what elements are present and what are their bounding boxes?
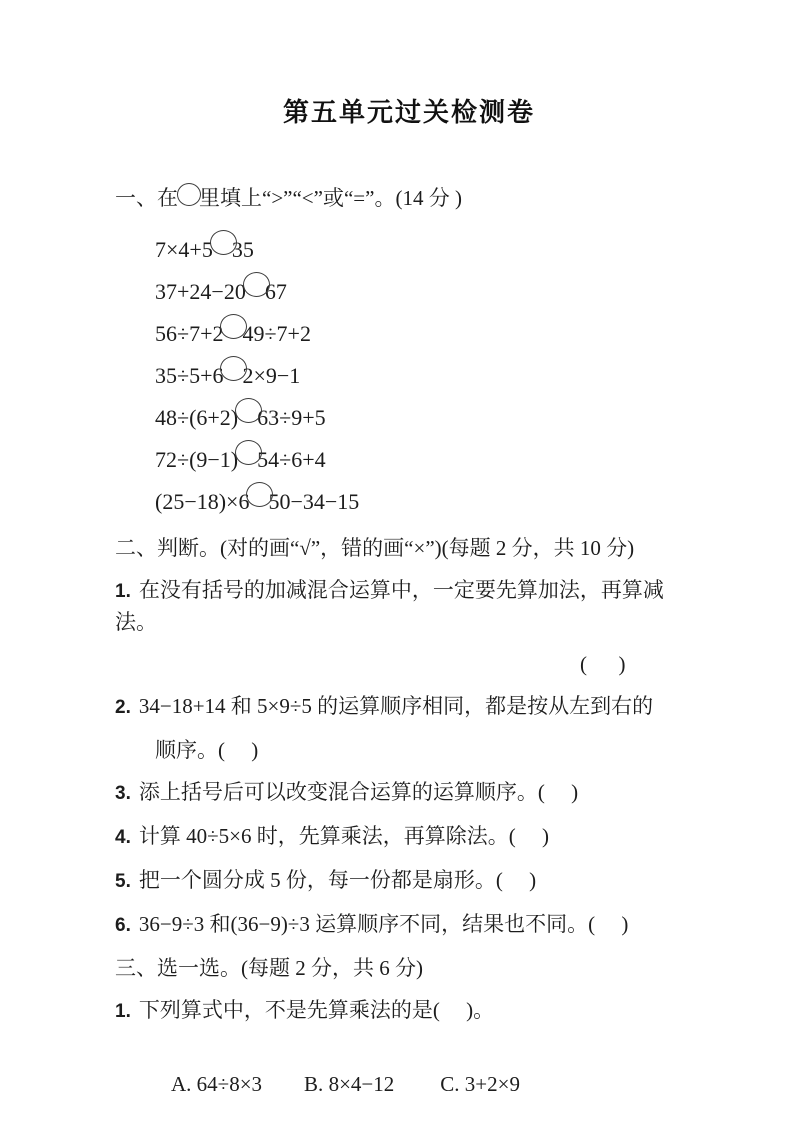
- section-three-heading: 三、选一选。(每题 2 分，共 6 分): [115, 956, 423, 980]
- comparison-row: [115, 313, 703, 355]
- choice-options-row: [115, 1039, 703, 1129]
- comparison-exercise-list: [115, 229, 703, 523]
- expression-left: 37+24−20: [155, 279, 246, 304]
- option-c: [440, 1069, 520, 1099]
- item-number: 1.: [115, 1001, 131, 1022]
- page-title: 第五单元过关检测卷: [282, 98, 535, 128]
- item-number: 3.: [115, 783, 131, 804]
- choice-question-1: [115, 995, 703, 1027]
- option-a: [171, 1069, 262, 1099]
- section-one-heading: [115, 183, 703, 213]
- option-label: B.: [304, 1072, 324, 1096]
- item-text: 把一个圆分成 5 份，每一份都是扇形。( ): [138, 868, 537, 892]
- answer-circle-icon: [177, 183, 201, 206]
- comparison-row: [115, 439, 703, 481]
- item-number: 5.: [115, 871, 131, 892]
- option-b: [304, 1069, 394, 1099]
- answer-brackets: ( ): [580, 652, 626, 676]
- comparison-row: [115, 355, 703, 397]
- comparison-row: [115, 481, 703, 523]
- item-number: 4.: [115, 827, 131, 848]
- expression-right: 67: [264, 279, 287, 304]
- expression-left: 35÷5+6: [155, 363, 224, 388]
- judgment-item-5: [115, 865, 703, 897]
- item-number: 2.: [115, 697, 131, 718]
- judgment-item-6: [115, 909, 703, 941]
- item-number: 6.: [115, 915, 131, 936]
- expression-right: 2×9−1: [242, 363, 301, 388]
- section-one-heading-prefix: 一、在: [115, 186, 178, 210]
- comparison-row: [115, 397, 703, 439]
- option-expression: 64÷8×3: [196, 1072, 263, 1096]
- expression-left: 7×4+5: [155, 237, 213, 262]
- item-number: 1.: [115, 581, 131, 602]
- item-text: 在没有括号的加减混合运算中，一定要先算加法，再算减法。: [115, 578, 664, 634]
- judgment-item-2: [115, 691, 703, 723]
- option-label: C.: [440, 1072, 460, 1096]
- section-two-heading: 二、判断。(对的画“√”，错的画“×”)(每题 2 分，共 10 分): [115, 536, 635, 560]
- comparison-row: [115, 229, 703, 271]
- expression-right: 35: [231, 237, 254, 262]
- item-text: 计算 40÷5×6 时，先算乘法，再算除法。( ): [138, 824, 549, 848]
- judgment-item-4: [115, 821, 703, 853]
- expression-right: 54÷6+4: [257, 447, 326, 472]
- expression-left: 72÷(9−1): [155, 447, 239, 472]
- item-text: 下列算式中，不是先算乘法的是( )。: [138, 998, 495, 1022]
- expression-right: 49÷7+2: [242, 321, 311, 346]
- expression-right: 50−34−15: [268, 489, 360, 514]
- expression-left: 56÷7+2: [155, 321, 224, 346]
- section-one-heading-suffix: 里填上“>”“<”或“=”。(14 分 ): [199, 186, 462, 210]
- item-text: 36−9÷3 和(36−9)÷3 运算顺序不同，结果也不同。( ): [138, 912, 629, 936]
- judgment-item-2-continuation: 顺序。( ): [155, 738, 259, 762]
- expression-right: 63÷9+5: [257, 405, 326, 430]
- item-text: 34−18+14 和 5×9÷5 的运算顺序相同，都是按从左到右的: [138, 694, 654, 718]
- option-label: A.: [171, 1072, 192, 1096]
- option-expression: 8×4−12: [328, 1072, 395, 1096]
- comparison-row: [115, 271, 703, 313]
- judgment-item-3: [115, 777, 703, 809]
- expression-left: 48÷(6+2): [155, 405, 239, 430]
- expression-left: (25−18)×6: [155, 489, 250, 514]
- item-text: 添上括号后可以改变混合运算的运算顺序。( ): [138, 780, 579, 804]
- judgment-item-1: [115, 575, 703, 637]
- option-expression: 3+2×9: [464, 1072, 520, 1096]
